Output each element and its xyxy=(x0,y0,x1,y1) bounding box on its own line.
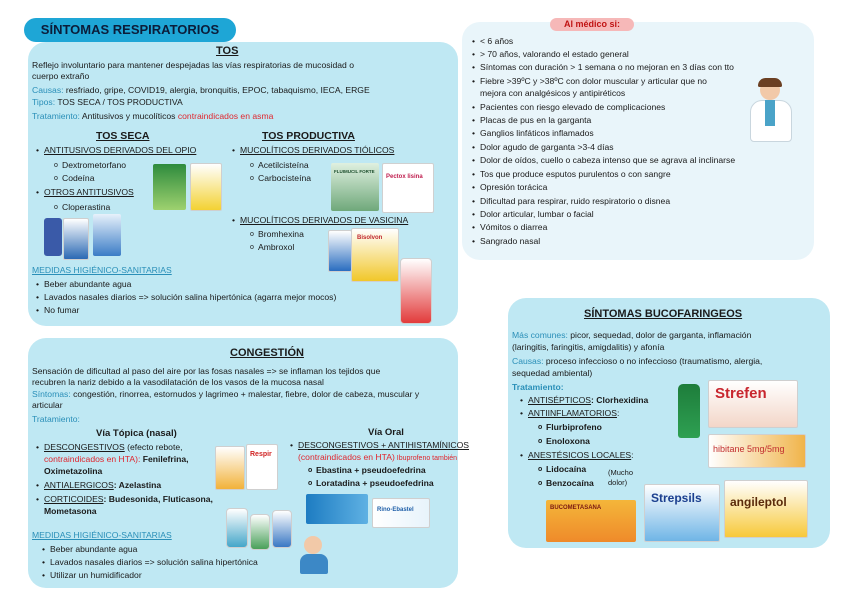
benzocaina: o Benzocaína xyxy=(546,478,594,489)
congestion-title: CONGESTIÓN xyxy=(230,347,304,359)
antialergicos: • ANTIALERGICOS: Azelastina xyxy=(44,480,161,491)
medico-item: • Ganglios linfáticos inflamados xyxy=(480,128,594,139)
cong-medida-3: • Utilizar un humidificador xyxy=(50,570,142,581)
doctor-illustration xyxy=(742,78,798,142)
nasal-spray-image xyxy=(272,510,292,548)
mouthwash-bottle-image xyxy=(678,384,700,438)
rino-ebastel-label: Rino-Ebastel xyxy=(377,507,414,513)
descongestivos-contra: contraindicados en HTA): Fenilefrina, xyxy=(44,454,189,464)
mucho-dolor-2: dolor) xyxy=(608,478,628,487)
tos-productiva-title: TOS PRODUCTIVA xyxy=(262,130,355,142)
anestesicos-locales: • ANESTÉSICOS LOCALES: xyxy=(528,450,634,461)
cong-def-1: Sensación de dificultad al paso del aire por las fosas nasales => se inflaman los tejidos que xyxy=(32,366,381,376)
antisepticos: • ANTISÉPTICOS: Clorhexidina xyxy=(528,395,648,406)
medico-item: • Opresión torácica xyxy=(480,182,547,193)
tos-tipos: Tipos: TOS SECA / TOS PRODUCTIVA xyxy=(32,97,183,107)
cong-tratamiento: Tratamiento: xyxy=(32,414,80,424)
loratadina: o Loratadina + pseudoefedrina xyxy=(316,478,434,489)
drug-box-image xyxy=(306,494,368,524)
angileptol-label: angileptol xyxy=(730,495,787,509)
drug-box-image xyxy=(351,228,399,282)
via-oral-title: Vía Oral xyxy=(368,427,404,438)
medico-item: • Dolor agudo de garganta >3-4 días xyxy=(480,142,614,153)
buco-tratamiento: Tratamiento: xyxy=(512,382,564,392)
mometasona: Mometasona xyxy=(44,506,97,516)
drug-box-image xyxy=(328,230,352,272)
drug-box-image xyxy=(331,163,379,211)
drug-bottle-image xyxy=(93,214,121,256)
cong-sintomas-2: articular xyxy=(32,400,63,410)
otros-antitusivos: • OTROS ANTITUSIVOS xyxy=(44,187,134,198)
strepsils-label: Strepsils xyxy=(651,491,702,505)
cloperastina: o Cloperastina xyxy=(62,202,110,213)
antiinflamatorios: • ANTIINFLAMATORIOS: xyxy=(528,408,619,419)
tos-medidas-title: MEDIDAS HIGIÉNICO-SANITARIAS xyxy=(32,265,172,275)
drug-bottle-image xyxy=(44,218,62,256)
bisolvon-label: Bisolvon xyxy=(357,235,383,241)
medico-item: • > 70 años, valorando el estado general xyxy=(480,49,629,60)
tos-medida-2: • Lavados nasales diarios => solución salina hipertónica (agarra mejor mocos) xyxy=(44,292,336,303)
respiratorios-badge: SÍNTOMAS RESPIRATORIOS xyxy=(24,18,236,42)
bucofaringeos-title: SÍNTOMAS BUCOFARINGEOS xyxy=(584,308,743,320)
cong-medidas-title: MEDIDAS HIGIÉNICO-SANITARIAS xyxy=(32,530,172,540)
medico-item: • Pacientes con riesgo elevado de complicaciones xyxy=(480,102,665,113)
nasal-spray-image xyxy=(226,508,248,548)
enoloxona: o Enoloxona xyxy=(546,436,590,447)
medico-item: • Vómitos o diarrea xyxy=(480,222,547,233)
fluimucil-label: FLUIMUCIL FORTE xyxy=(334,169,375,174)
tos-causas: Causas: resfriado, gripe, COVID19, alergia, bronquitis, EPOC, tabaquismo, IECA, ERGE xyxy=(32,85,370,95)
drug-box-image xyxy=(246,444,278,490)
cong-medida-2: • Lavados nasales diarios => solución salina hipertónica xyxy=(50,557,258,568)
buco-mas-comunes: Más comunes: picor, sequedad, dolor de garganta, inflamación xyxy=(512,330,752,340)
hibitane-label: hibitane 5mg/5mg xyxy=(713,444,785,454)
carbocisteina: o Carbocisteína xyxy=(258,173,311,184)
descongestivos-antihistaminicos: • DESCONGESTIVOS + ANTIHISTAMÍNICOS xyxy=(298,440,469,451)
tos-medida-3: • No fumar xyxy=(44,305,79,316)
medico-item: • Dolor de oídos, cuello o cabeza intenso que se agrava al inclinarse xyxy=(480,155,735,166)
drug-box-image xyxy=(215,446,245,490)
mucoliticos-tiolicos: • MUCOLÍTICOS DERIVADOS TIÓLICOS xyxy=(240,145,394,156)
buco-causas: Causas: proceso infeccioso o no infeccioso (traumatismo, alergia, xyxy=(512,356,763,366)
lidocaina: o Lidocaína xyxy=(546,464,586,475)
antitusivos-opio: • ANTITUSIVOS DERIVADOS DEL OPIO xyxy=(44,145,196,156)
medico-item: • Tos que produce esputos purulentos o con sangre xyxy=(480,169,671,180)
flurbiprofeno: o Flurbiprofeno xyxy=(546,422,602,433)
descongestivos-topica: • DESCONGESTIVOS (efecto rebote, xyxy=(44,442,183,453)
drug-box-image xyxy=(372,498,430,528)
tos-title: TOS xyxy=(216,45,239,57)
drug-spray-image xyxy=(400,258,432,324)
pectox-label: Pectox lisina xyxy=(386,174,423,180)
drug-box-image xyxy=(153,164,186,210)
person-sneezing-illustration xyxy=(298,534,330,574)
medico-item: • Dificultad para respirar, ruido respiratorio o disnea xyxy=(480,196,670,207)
tos-seca-title: TOS SECA xyxy=(96,130,150,142)
drug-box-image xyxy=(63,218,89,260)
drug-box-image xyxy=(382,163,434,213)
bucometasana-label: BUCOMETASANA xyxy=(550,505,602,511)
medico-item-cont: mejora con analgésicos y antipiréticos xyxy=(480,88,626,98)
medico-item: • Fiebre >39ºC y >38ºC con dolor muscular y articular que no xyxy=(480,76,707,87)
medico-item: • Sangrado nasal xyxy=(480,236,540,247)
drug-box-image xyxy=(708,434,806,468)
medico-item: • Placas de pus en la garganta xyxy=(480,115,591,126)
medico-item: • Dolor articular, lumbar o facial xyxy=(480,209,594,220)
medico-badge: Al médico si: xyxy=(550,18,634,31)
cong-sintomas: Síntomas: congestión, rinorrea, estornudos y lagrimeo + malestar, fiebre, dolor de cabeza, muscular y xyxy=(32,389,420,399)
oximetazolina: Oximetazolina xyxy=(44,466,103,476)
tos-def-1: Reflejo involuntario para mantener despejadas las vías respiratorias de mucosidad o xyxy=(32,60,354,70)
nasal-spray-image xyxy=(250,514,270,550)
buco-mas-comunes-2: (laringitis, faringitis, amigdalitis) y afonía xyxy=(512,342,665,352)
via-topica-title: Vía Tópica (nasal) xyxy=(96,428,177,439)
descongestivos-oral-contra: (contraindicados en HTA) Ibuprofeno también xyxy=(298,452,458,462)
strefen-label: Strefen xyxy=(715,385,767,402)
mucho-dolor-1: (Mucho xyxy=(608,468,634,477)
drug-box-image xyxy=(708,380,798,428)
medico-item: • Síntomas con duración > 1 semana o no mejoran en 3 días con tto xyxy=(480,62,734,73)
tos-def-2: cuerpo extraño xyxy=(32,71,90,81)
drug-box-image xyxy=(724,480,808,538)
cong-medida-1: • Beber abundante agua xyxy=(50,544,137,555)
buco-causas-2: sequedad ambiental) xyxy=(512,368,593,378)
bromhexina: o Bromhexina xyxy=(258,229,304,240)
drug-box-image xyxy=(190,163,222,211)
drug-box-image xyxy=(644,484,720,542)
mucoliticos-vasicina: • MUCOLÍTICOS DERIVADOS DE VASICINA xyxy=(240,215,408,226)
acetilcisteina: o Acetilcisteína xyxy=(258,160,309,171)
cong-def-2: recubren la nariz debido a la vasodilatación de los vasos de la mucosa nasal xyxy=(32,377,324,387)
drug-box-image xyxy=(546,500,636,542)
medico-item: • < 6 años xyxy=(480,36,513,47)
ambroxol: o Ambroxol xyxy=(258,242,294,253)
codeina: o Codeína xyxy=(62,173,95,184)
corticoides: • CORTICOIDES: Budesonida, Fluticasona, xyxy=(44,494,213,505)
ebastina: o Ebastina + pseudoefedrina xyxy=(316,465,426,476)
respir-label: Respir xyxy=(250,451,272,458)
tos-tratamiento: Tratamiento: Antitusivos y mucolíticos contraindicados en asma xyxy=(32,111,274,121)
tos-medida-1: • Beber abundante agua xyxy=(44,279,131,290)
dextrometorfano: o Dextrometorfano xyxy=(62,160,126,171)
